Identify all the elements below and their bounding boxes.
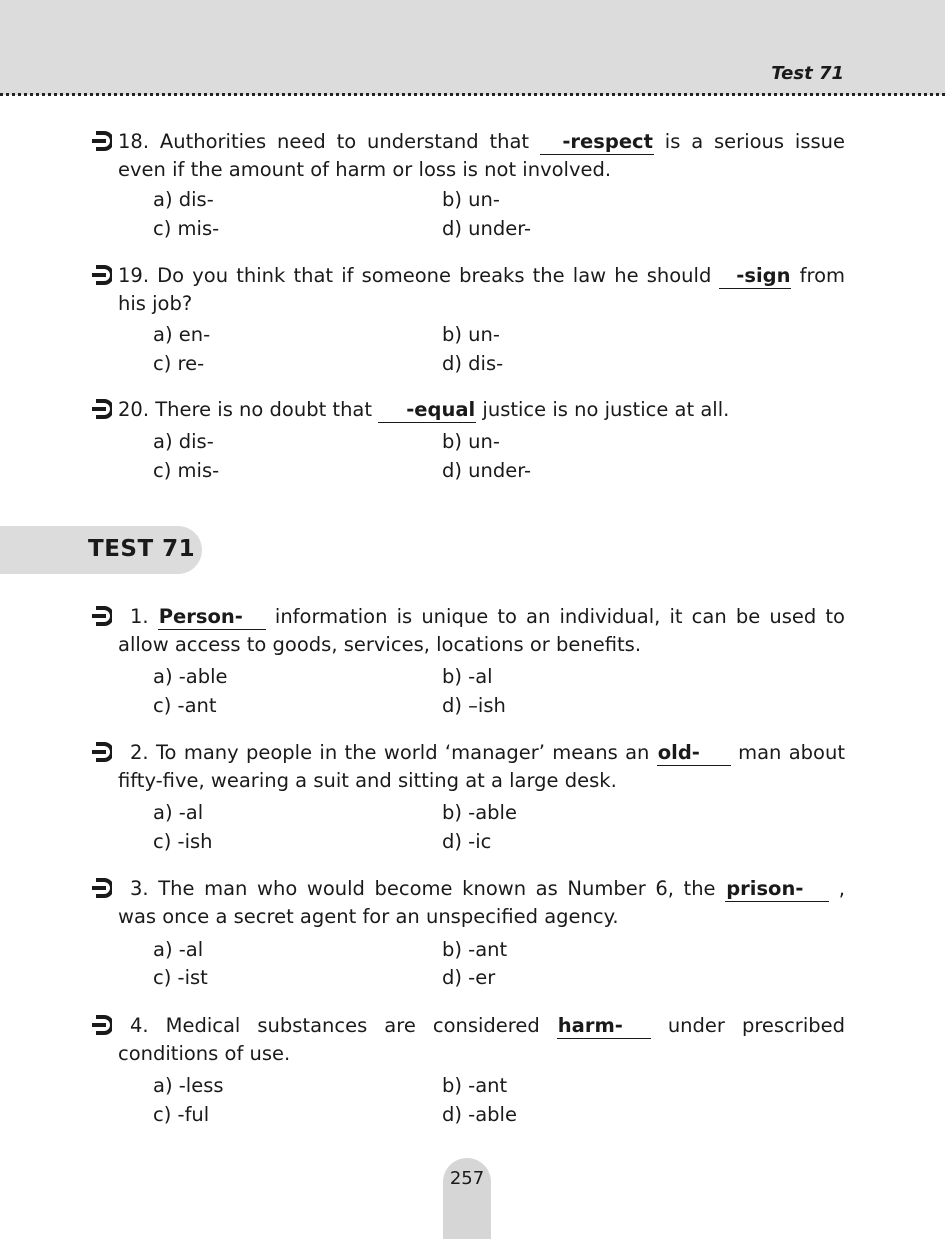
option-b: b) un-	[442, 188, 500, 211]
fill-in-blank: old-	[657, 741, 731, 766]
question-text: 4. Medical substances are considered harm- under prescribed conditions of use.	[118, 1014, 845, 1065]
option-d: d) under-	[442, 217, 532, 240]
fill-in-blank: harm-	[557, 1014, 651, 1039]
option-c: c) -ish	[153, 830, 213, 853]
page-number: 257	[449, 1168, 485, 1189]
question-text: 20. There is no doubt that -equal justice is no justice at all.	[118, 398, 730, 421]
option-b: b) -ant	[442, 938, 508, 961]
question-text: 3. The man who would become known as Number 6, the prison- , was once a secret agent for an unspecified agency.	[118, 877, 845, 928]
question-text: 2. To many people in the world ‘manager’ means an old- man about fifty-five, wearing a suit and sitting at a large desk.	[118, 741, 845, 792]
fill-in-blank: prison-	[725, 877, 829, 902]
arrow-bullet-icon	[90, 264, 112, 286]
test-heading: TEST 71	[88, 536, 196, 562]
question-number: 20.	[118, 398, 150, 421]
option-c: c) -ful	[153, 1103, 210, 1126]
option-b: b) un-	[442, 323, 500, 346]
test-heading-tab	[0, 526, 202, 574]
arrow-bullet-icon	[90, 398, 112, 420]
option-c: c) mis-	[153, 459, 220, 482]
question-number: 4.	[130, 1014, 149, 1037]
option-d: d) dis-	[442, 352, 504, 375]
option-a: a) -al	[153, 938, 204, 961]
option-c: c) mis-	[153, 217, 220, 240]
question-number: 1.	[130, 605, 149, 628]
question-number: 2.	[130, 741, 149, 764]
option-b: b) un-	[442, 430, 500, 453]
option-d: d) -able	[442, 1103, 517, 1126]
fill-in-blank: -sign	[719, 264, 791, 289]
fill-in-blank: -respect	[540, 130, 654, 155]
question-text: 18. Authorities need to understand that -respect is a serious issue even if the amount of harm or loss is not involved.	[118, 130, 846, 181]
fill-in-blank: -equal	[378, 398, 476, 423]
question-number: 18.	[118, 130, 150, 153]
option-d: d) under-	[442, 459, 532, 482]
option-d: d) -er	[442, 966, 496, 989]
option-b: b) -al	[442, 665, 493, 688]
option-c: c) -ant	[153, 694, 217, 717]
question-text: 19. Do you think that if someone breaks the law he should -sign from his job?	[118, 264, 846, 315]
option-b: b) -able	[442, 801, 517, 824]
option-c: c) -ist	[153, 966, 208, 989]
question-text: 1. Person- information is unique to an individual, it can be used to allow access to goods, services, locations or benefits.	[118, 605, 845, 656]
fill-in-blank: Person-	[158, 605, 266, 630]
option-a: a) -able	[153, 665, 228, 688]
arrow-bullet-icon	[90, 605, 112, 627]
arrow-bullet-icon	[90, 877, 112, 899]
header-divider	[0, 93, 945, 99]
option-a: a) en-	[153, 323, 211, 346]
arrow-bullet-icon	[90, 130, 112, 152]
option-a: a) -al	[153, 801, 204, 824]
question-number: 3.	[130, 877, 149, 900]
option-a: a) dis-	[153, 188, 214, 211]
arrow-bullet-icon	[90, 741, 112, 763]
option-a: a) -less	[153, 1074, 224, 1097]
question-number: 19.	[118, 264, 150, 287]
arrow-bullet-icon	[90, 1014, 112, 1036]
page-number-tab	[443, 1158, 491, 1239]
running-header-title: Test 71	[771, 63, 844, 84]
option-a: a) dis-	[153, 430, 214, 453]
option-d: d) -ic	[442, 830, 492, 853]
option-c: c) re-	[153, 352, 205, 375]
option-d: d) –ish	[442, 694, 506, 717]
option-b: b) -ant	[442, 1074, 508, 1097]
